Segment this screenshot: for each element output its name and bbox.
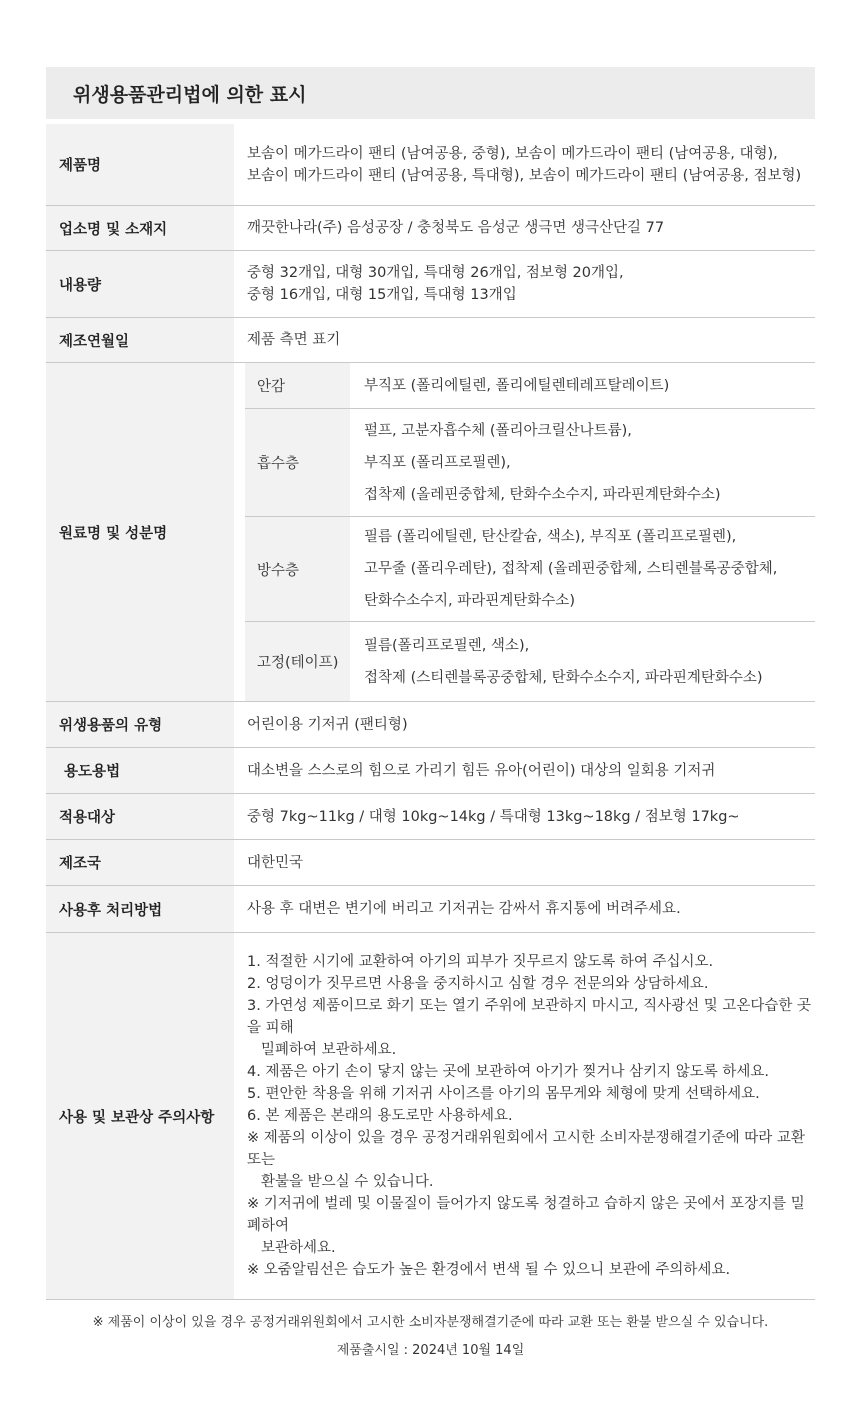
caution-item: ※ 기저귀에 벌레 및 이물질이 들어가지 않도록 청결하고 습하지 않은 곳에서 포장지를 밀폐하여 [247, 1196, 805, 1234]
release-date: 제품출시일 : 2024년 10월 14일 [336, 1343, 525, 1358]
table-title: 위생용품관리법에 의한 표시 [46, 67, 815, 119]
row-usage [46, 748, 815, 794]
material-name: 고정(테이프) [245, 622, 350, 701]
row-materials [46, 363, 815, 702]
row-target [46, 794, 815, 840]
caution-item: 5. 편안한 착용을 위해 기저귀 사이즈를 아기의 몸무게와 체형에 맞게 선택하세요. [247, 1086, 760, 1102]
material-row [245, 517, 815, 622]
row-label: 제조연월일 [46, 318, 234, 362]
row-label: 용도용법 [46, 748, 234, 793]
value-line: 필름 (폴리에틸렌, 탄산칼슘, 색소), 부직포 (폴리프로필렌), [364, 529, 737, 545]
caution-item: 3. 가연성 제품이므로 화기 또는 열기 주위에 보관하지 마시고, 직사광선 및 고온다습한 곳을 피해 [247, 998, 811, 1036]
material-row [245, 363, 815, 409]
footer-notice: ※ 제품이 이상이 있을 경우 공정거래위원회에서 고시한 소비자분쟁해결기준에 따라 교환 또는 환불 받으실 수 있습니다. [92, 1315, 769, 1330]
caution-item: 밀폐하여 보관하세요. [261, 1042, 397, 1058]
material-value [350, 517, 815, 621]
caution-item: 4. 제품은 아기 손이 닿지 않는 곳에 보관하여 아기가 찢거나 삼키지 않도록 하세요. [247, 1064, 769, 1080]
row-value [234, 251, 815, 317]
row-label: 사용후 처리방법 [46, 886, 234, 932]
caution-item: 1. 적절한 시기에 교환하여 아기의 피부가 짓무르지 않도록 하여 주십시오. [247, 954, 714, 970]
value-line: 펄프, 고분자흡수체 (폴리아크릴산나트륨), [364, 422, 632, 439]
value-line: 부직포 (폴리프로필렌), [364, 454, 511, 471]
row-value: 사용 후 대변은 변기에 버리고 기저귀는 감싸서 휴지통에 버려주세요. [247, 901, 681, 917]
row-label: 내용량 [46, 251, 234, 317]
row-value: 어린이용 기저귀 (팬티형) [247, 716, 408, 733]
materials-subtable [234, 363, 815, 701]
value-line: 중형 16개입, 대형 15개입, 특대형 13개입 [247, 287, 517, 303]
row-disposal [46, 886, 815, 933]
caution-item: 2. 엉덩이가 짓무르면 사용을 중지하시고 심할 경우 전문의와 상담하세요. [247, 976, 709, 992]
value-line: 접착제 (스티렌블록공중합체, 탄화수소수지, 파라핀계탄화수소) [364, 669, 763, 686]
row-value: 대한민국 [247, 854, 304, 871]
value-line: 고무줄 (폴리우레탄), 접착제 (올레핀중합체, 스티렌블록공중합체, [364, 561, 778, 577]
caution-item: 환불을 받으실 수 있습니다. [261, 1174, 434, 1190]
row-value: 중형 7kg~11kg / 대형 10kg~14kg / 특대형 13kg~18kg / 점보형 17kg~ [247, 808, 740, 825]
row-label: 업소명 및 소재지 [46, 206, 234, 250]
caution-item: 보관하세요. [261, 1240, 336, 1256]
row-cautions [46, 933, 815, 1300]
value-line: 보솜이 메가드라이 팬티 (남여공용, 특대형), 보솜이 메가드라이 팬티 (남여공용, 점보형) [247, 167, 802, 184]
row-value: 제품 측면 표기 [247, 332, 341, 348]
material-name: 안감 [245, 363, 350, 408]
cautions-list [234, 933, 815, 1299]
material-row [245, 409, 815, 517]
material-value [350, 409, 815, 516]
row-value: 대소변을 스스로의 힘으로 가리기 힘든 유아(어린이) 대상의 일회용 기저귀 [247, 762, 716, 779]
row-label: 위생용품의 유형 [46, 702, 234, 747]
material-name: 방수층 [245, 517, 350, 621]
value-line: 접착제 (올레핀중합체, 탄화수소수지, 파라핀계탄화수소) [364, 486, 721, 503]
row-label: 제품명 [46, 124, 234, 205]
value-line: 보솜이 메가드라이 팬티 (남여공용, 중형), 보솜이 메가드라이 팬티 (남여공용, 대형), [247, 145, 778, 162]
row-label: 사용 및 보관상 주의사항 [46, 933, 234, 1299]
row-country [46, 840, 815, 886]
row-label: 제조국 [46, 840, 234, 885]
caution-item: ※ 제품의 이상이 있을 경우 공정거래위원회에서 고시한 소비자분쟁해결기준에 따라 교환 또는 [247, 1130, 805, 1168]
row-value: 깨끗한나라(주) 음성공장 / 충청북도 음성군 생극면 생극산단길 77 [247, 220, 665, 236]
label-table [46, 67, 815, 1360]
material-row [245, 622, 815, 701]
value-line: 부직포 (폴리에틸렌, 폴리에틸렌테레프탈레이트) [364, 377, 670, 394]
row-mfg-date [46, 318, 815, 363]
row-type [46, 702, 815, 748]
row-capacity [46, 251, 815, 318]
value-line: 중형 32개입, 대형 30개입, 특대형 26개입, 점보형 20개입, [247, 265, 624, 281]
row-label: 원료명 및 성분명 [46, 363, 234, 701]
value-line: 탄화수소수지, 파라핀계탄화수소) [364, 593, 575, 609]
caution-item: ※ 오줌알림선은 습도가 높은 환경에서 변색 될 수 있으니 보관에 주의하세요. [247, 1262, 731, 1278]
row-product-name [46, 124, 815, 206]
row-value [234, 124, 815, 205]
row-company [46, 206, 815, 251]
caution-item: 6. 본 제품은 본래의 용도로만 사용하세요. [247, 1108, 513, 1124]
row-label: 적용대상 [46, 794, 234, 839]
value-line: 필름(폴리프로필렌, 색소), [364, 637, 530, 654]
material-value [350, 363, 815, 408]
material-name: 흡수층 [245, 409, 350, 516]
material-value [350, 622, 815, 701]
